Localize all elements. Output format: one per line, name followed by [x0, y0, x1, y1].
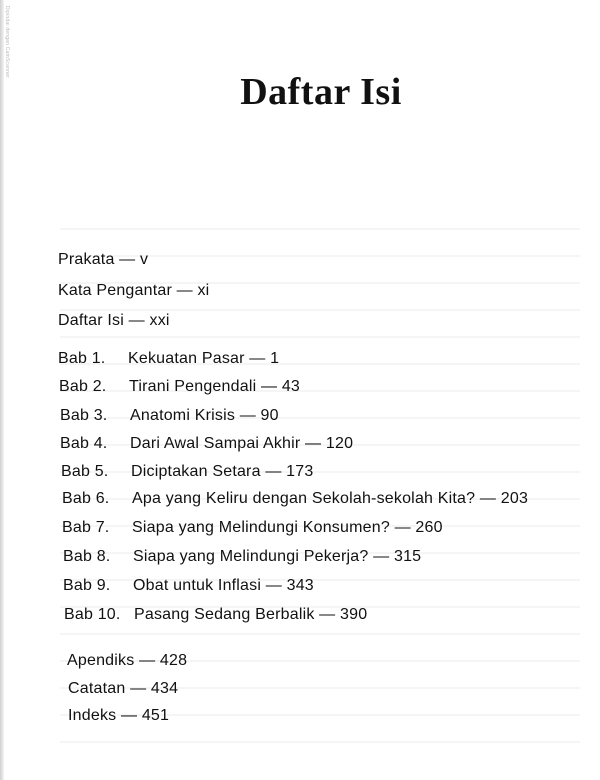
toc-entry-apendiks: Apendiks — 428 [67, 652, 188, 669]
toc-chapter-7 [62, 519, 443, 537]
chapter-number: Bab 5. [61, 463, 109, 480]
chapter-number: Bab 9. [63, 577, 111, 594]
chapter-title: Dari Awal Sampai Akhir — 120 [130, 435, 354, 452]
toc-chapter-6 [62, 490, 528, 508]
toc-entry-daftar-isi: Daftar Isi — xxi [58, 312, 170, 329]
toc-entry-kata-pengantar: Kata Pengantar — xi [58, 282, 210, 299]
chapter-title: Apa yang Keliru dengan Sekolah-sekolah Kita? — 203 [132, 490, 529, 507]
chapter-number: Bab 6. [62, 490, 110, 507]
toc-chapter-8 [63, 548, 421, 566]
chapter-title: Siapa yang Melindungi Pekerja? — 315 [133, 548, 422, 565]
toc-chapter-9 [63, 577, 314, 595]
scanner-watermark: Dipindai dengan CamScanner [4, 6, 10, 78]
chapter-title: Siapa yang Melindungi Konsumen? — 260 [132, 519, 443, 536]
toc-entry-prakata: Prakata — v [58, 251, 149, 268]
toc-entry-indeks: Indeks — 451 [68, 707, 170, 724]
chapter-number: Bab 2. [59, 378, 107, 395]
chapter-title: Diciptakan Setara — 173 [131, 463, 314, 480]
toc-chapter-1 [58, 350, 279, 368]
toc-chapter-5 [61, 463, 313, 481]
chapter-title: Anatomi Krisis — 90 [130, 407, 279, 424]
chapter-number: Bab 8. [63, 548, 111, 565]
chapter-title: Obat untuk Inflasi — 343 [133, 577, 314, 594]
toc-chapter-2 [59, 378, 300, 396]
toc-chapter-10 [64, 606, 367, 624]
page-title: Daftar Isi [240, 71, 402, 113]
toc-chapter-4 [60, 435, 353, 453]
chapter-number: Bab 3. [60, 407, 108, 424]
chapter-title: Tirani Pengendali — 43 [129, 378, 301, 395]
chapter-title: Pasang Sedang Berbalik — 390 [134, 606, 368, 623]
chapter-number: Bab 4. [60, 435, 108, 452]
toc-entry-catatan: Catatan — 434 [68, 680, 179, 697]
chapter-number: Bab 10. [64, 606, 121, 623]
toc-chapter-3 [60, 407, 279, 425]
chapter-number: Bab 7. [62, 519, 110, 536]
page-edge [0, 0, 4, 780]
chapter-title: Kekuatan Pasar — 1 [128, 350, 280, 367]
chapter-number: Bab 1. [58, 350, 106, 367]
